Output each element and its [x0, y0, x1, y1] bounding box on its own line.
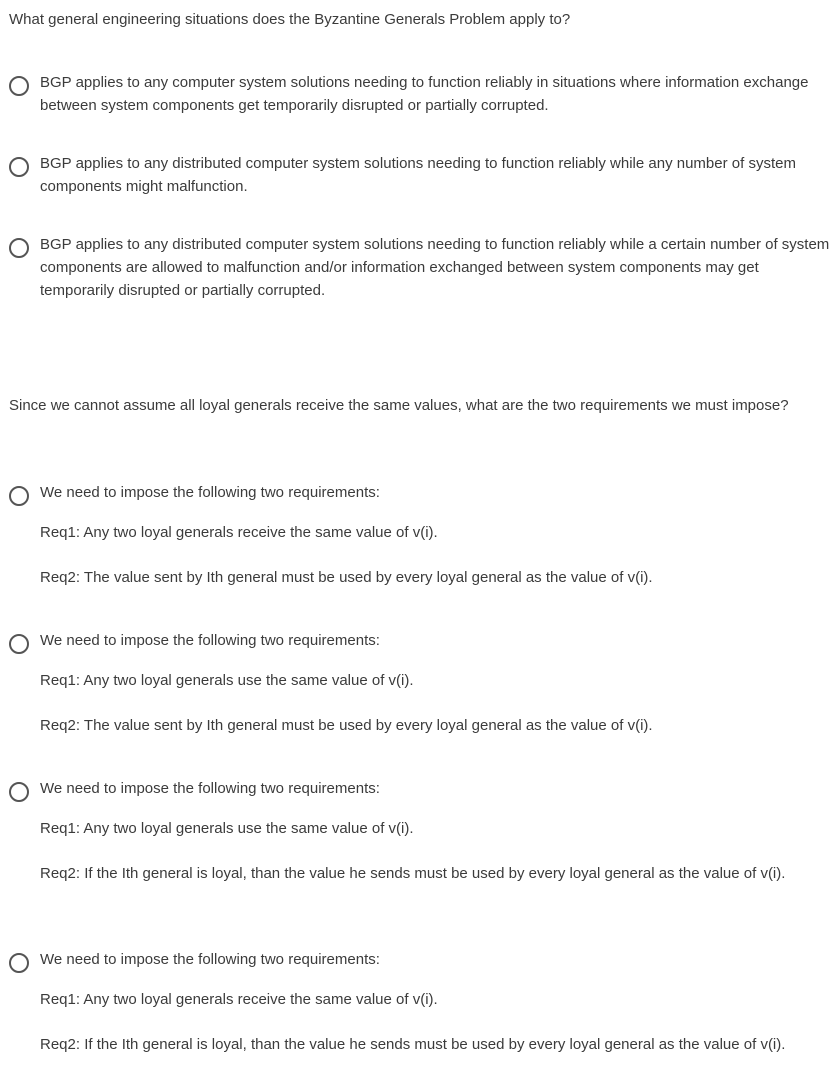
option-label: BGP applies to any distributed computer system solutions needing to function reliably while a certain number of system components are allowed to malfunction and/or information exchanged between system components may get temporarily disrupted or partially corrupted. [40, 236, 830, 299]
option-req2: Req2: If the Ith general is loyal, than the value he sends must be used by every loyal general as the value of v(i). [40, 865, 786, 882]
question-1-prompt: What general engineering situations does the Byzantine Generals Problem apply to? [9, 11, 571, 28]
option-label: BGP applies to any distributed computer system solutions needing to function reliably while any number of system components might malfunction. [40, 155, 796, 195]
option-req1: Req1: Any two loyal generals use the same value of v(i). [40, 820, 414, 837]
option-req2: Req2: The value sent by Ith general must be used by every loyal general as the value of v(i). [40, 569, 653, 586]
option-req1: Req1: Any two loyal generals receive the same value of v(i). [40, 991, 438, 1008]
option-req1: Req1: Any two loyal generals use the same value of v(i). [40, 672, 414, 689]
option-req2: Req2: The value sent by Ith general must be used by every loyal general as the value of v(i). [40, 717, 653, 734]
radio-button[interactable] [9, 76, 29, 96]
radio-button[interactable] [9, 157, 29, 177]
option-intro: We need to impose the following two requirements: [40, 780, 380, 797]
option-label: BGP applies to any computer system solutions needing to function reliably in situations where information exchange between system components get temporarily disrupted or partially corrupted. [40, 74, 809, 114]
radio-button[interactable] [9, 953, 29, 973]
option-intro: We need to impose the following two requirements: [40, 632, 380, 649]
radio-button[interactable] [9, 486, 29, 506]
option-intro: We need to impose the following two requirements: [40, 484, 380, 501]
option-req1: Req1: Any two loyal generals receive the same value of v(i). [40, 524, 438, 541]
radio-button[interactable] [9, 782, 29, 802]
question-2-prompt: Since we cannot assume all loyal generals receive the same values, what are the two requirements we must impose? [9, 397, 789, 414]
option-intro: We need to impose the following two requirements: [40, 951, 380, 968]
radio-button[interactable] [9, 238, 29, 258]
radio-button[interactable] [9, 634, 29, 654]
option-req2: Req2: If the Ith general is loyal, than the value he sends must be used by every loyal general as the value of v(i). [40, 1036, 786, 1053]
